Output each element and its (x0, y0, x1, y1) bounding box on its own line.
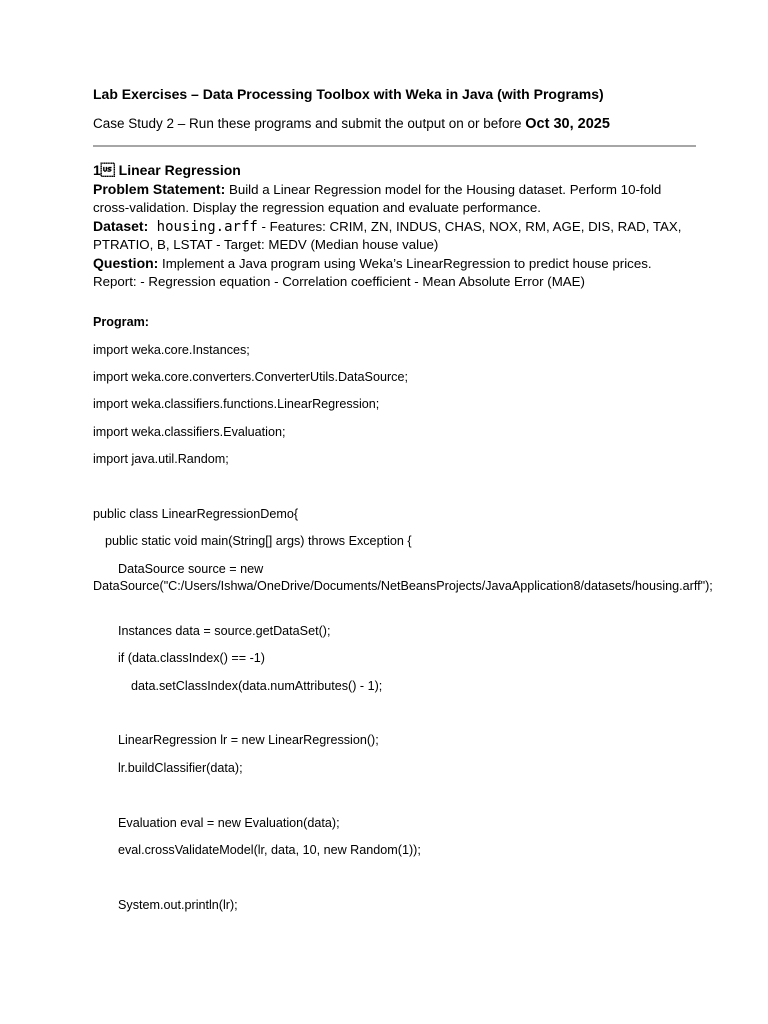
document-title: Lab Exercises – Data Processing Toolbox with Weka in Java (with Programs) (93, 86, 604, 102)
code-line: import java.util.Random; (93, 452, 229, 466)
code-line: eval.crossValidateModel(lr, data, 10, new Random(1)); (118, 843, 421, 857)
code-line: import weka.classifiers.functions.LinearRegression; (93, 397, 380, 411)
deadline-date: Oct 30, 2025 (525, 116, 610, 132)
code-line: import weka.classifiers.Evaluation; (93, 425, 286, 439)
horizontal-divider (93, 145, 696, 147)
dataset-filename: housing.arff (148, 219, 258, 235)
problem-statement-label: Problem Statement: (93, 181, 226, 197)
question-text: Implement a Java program using Weka’s LinearRegression to predict house prices. Report: - Regression equation - Correlation coefficient - Mean Absolute Error (MAE) (93, 256, 652, 289)
dataset-text: - Features: CRIM, ZN, INDUS, CHAS, NOX, RM, AGE, DIS, RAD, TAX, PTRATIO, B, LSTAT - Target: MEDV (Median house value) (93, 219, 682, 252)
question (93, 254, 683, 291)
code-line: public static void main(String[] args) throws Exception { (105, 534, 412, 548)
code-line: if (data.classIndex() == -1) (118, 651, 265, 665)
problem-statement (93, 180, 683, 217)
code-line: import weka.core.converters.ConverterUtils.DataSource; (93, 370, 408, 384)
subtitle-text: Case Study 2 – Run these programs and submit the output on or before (93, 116, 526, 131)
question-label: Question: (93, 255, 159, 271)
section-linear-regression (93, 161, 683, 291)
dataset-label: Dataset: (93, 218, 149, 234)
dataset-description (93, 217, 683, 254)
section-heading: 1 Linear Regression (93, 162, 241, 178)
code-line: public class LinearRegressionDemo{ (93, 507, 299, 521)
code-line: LinearRegression lr = new LinearRegression(); (118, 733, 379, 747)
code-line: DataSource source = new DataSource("C:/Users/Ishwa/OneDrive/Documents/NetBeansProjects/JavaApplication8/datasets/housing.arff"); (93, 562, 713, 593)
code-line: Evaluation eval = new Evaluation(data); (118, 816, 340, 830)
code-line: import weka.core.Instances; (93, 343, 250, 357)
code-line: Instances data = source.getDataSet(); (118, 624, 331, 638)
program-label: Program: (93, 315, 149, 329)
document-subtitle (93, 116, 610, 132)
code-line: lr.buildClassifier(data); (118, 761, 243, 775)
code-line: System.out.println(lr); (118, 898, 238, 912)
problem-statement-text: Build a Linear Regression model for the Housing dataset. Perform 10-fold cross-validation. Display the regression equation and evaluate performance. (93, 182, 662, 215)
code-line: data.setClassIndex(data.numAttributes() - 1); (131, 679, 383, 693)
